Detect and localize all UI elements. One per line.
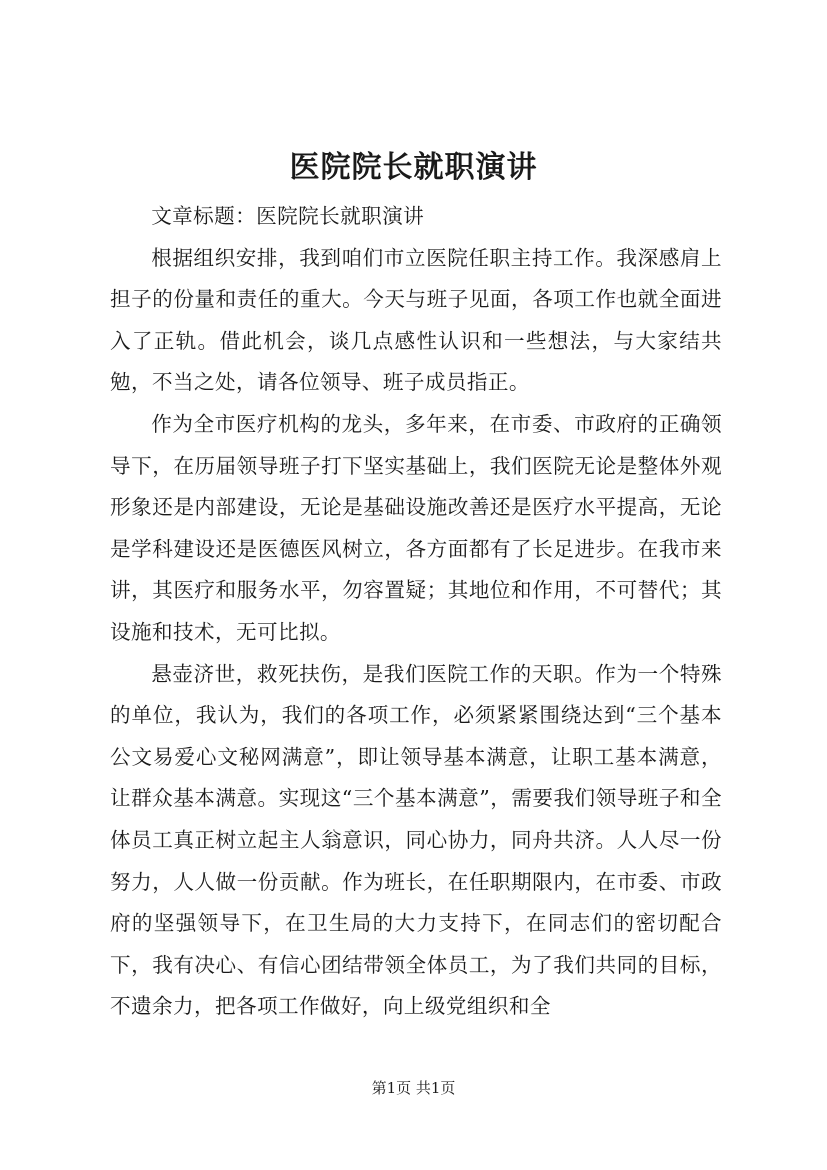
paragraph-2: 作为全市医疗机构的龙头，多年来，在市委、市政府的正确领导下，在历届领导班子打下坚实基础上，我们医院无论是整体外观形象还是内部建设，无论是基础设施改善还是医疗水平提高，无论是学科建设还是医德医风树立，各方面都有了长足进步。在我市来讲，其医疗和服务水平，勿容置疑；其地位和作用，不可替代；其设施和技术，无可比拟。 xyxy=(110,411,722,644)
paragraph-article-title: 文章标题：医院院长就职演讲 xyxy=(151,204,425,228)
paragraph-1: 根据组织安排，我到咱们市立医院任职主持工作。我深感肩上担子的份量和责任的重大。今天与班子见面，各项工作也就全面进入了正轨。借此机会，谈几点感性认识和一些想法，与大家结共勉，不当之处，请各位领导、班子成员指正。 xyxy=(110,245,722,395)
page-number-footer: 第1页 共1页 xyxy=(371,1079,456,1097)
document-body xyxy=(110,196,722,1028)
paragraph-3: 悬壶济世，救死扶伤，是我们医院工作的天职。作为一个特殊的单位，我认为，我们的各项工作，必须紧紧围绕达到“三个基本公文易爱心文秘网满意”，即让领导基本满意，让职工基本满意，让群众基本满意。实现这“三个基本满意”，需要我们领导班子和全体员工真正树立起主人翁意识，同心协力，同舟共济。人人尽一份努力，人人做一份贡献。作为班长，在任职期限内，在市委、市政府的坚强领导下，在卫生局的大力支持下，在同志们的密切配合下，我有决心、有信心团结带领全体员工，为了我们共同的目标，不遗余力，把各项工作做好，向上级党组织和全 xyxy=(110,661,722,1019)
document-title: 医院院长就职演讲 xyxy=(289,150,538,185)
